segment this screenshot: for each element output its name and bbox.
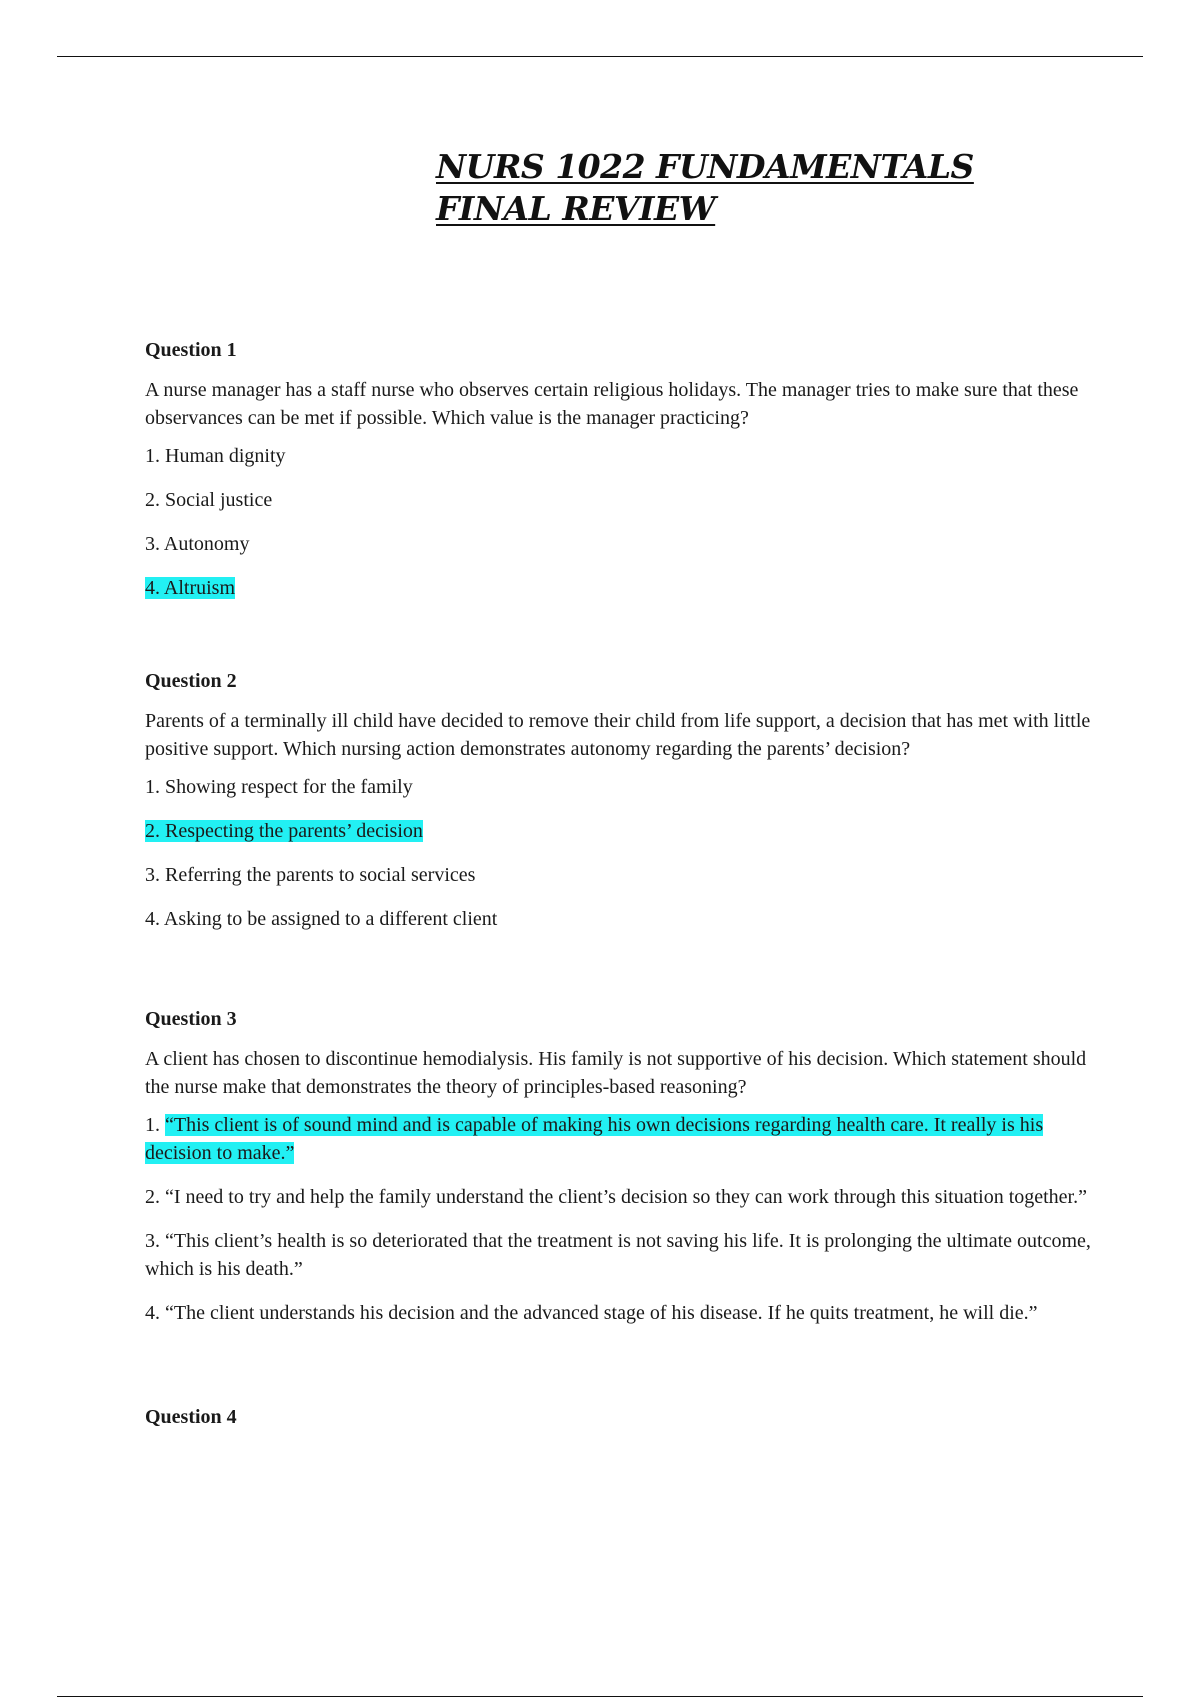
- answer-option-correct: [145, 1111, 1105, 1167]
- question-2: [145, 667, 1105, 933]
- question-1: [145, 336, 1105, 602]
- option-number: 3.: [145, 533, 160, 555]
- answer-option: [145, 486, 1105, 514]
- question-heading: Question 4: [145, 1406, 237, 1428]
- answer-option: [145, 1183, 1105, 1211]
- bottom-rule: [57, 1696, 1143, 1697]
- option-number: 1.: [145, 1114, 160, 1136]
- option-number: 4.: [145, 577, 160, 599]
- answer-option: [145, 1299, 1105, 1327]
- option-text: “The client understands his decision and the advanced stage of his disease. If he quits treatment, he will die.”: [165, 1302, 1038, 1324]
- correct-answer-highlight: [145, 577, 235, 599]
- question-heading: Question 2: [145, 670, 237, 692]
- answer-option: [145, 530, 1105, 558]
- option-text: “I need to try and help the family understand the client’s decision so they can work through this situation together.”: [165, 1186, 1087, 1208]
- answer-option: [145, 442, 1105, 470]
- question-stem: Parents of a terminally ill child have decided to remove their child from life support, a decision that has met with little positive support. Which nursing action demonstrates autonomy regarding the parents’ decision?: [145, 710, 1091, 760]
- top-rule: [57, 56, 1143, 57]
- option-number: 1.: [145, 776, 160, 798]
- option-number: 3.: [145, 1230, 160, 1252]
- option-number: 2.: [145, 820, 160, 842]
- answer-option-correct: [145, 574, 1105, 602]
- option-text: Asking to be assigned to a different client: [163, 908, 498, 930]
- correct-answer-highlight: “This client is of sound mind and is capable of making his own decisions regarding health care. It really is his decision to make.”: [145, 1114, 1044, 1164]
- answer-option: [145, 905, 1105, 933]
- option-number: 4.: [145, 908, 160, 930]
- answer-option: [145, 773, 1105, 801]
- option-number: 2.: [145, 1186, 160, 1208]
- question-4: [145, 1403, 1105, 1431]
- question-heading: Question 1: [145, 339, 237, 361]
- option-text: Autonomy: [163, 533, 250, 555]
- option-text: Showing respect for the family: [165, 776, 413, 798]
- option-text: Human dignity: [165, 445, 286, 467]
- answer-option-correct: [145, 817, 1105, 845]
- option-text: Respecting the parents’ decision: [165, 820, 423, 842]
- option-text: “This client’s health is so deteriorated that the treatment is not saving his life. It is prolonging the ultimate outcome, which is his death.”: [145, 1230, 1091, 1280]
- question-stem: A nurse manager has a staff nurse who observes certain religious holidays. The manager tries to make sure that these observances can be met if possible. Which value is the manager practicing?: [145, 379, 1079, 429]
- option-text: Altruism: [163, 577, 236, 599]
- option-number: 1.: [145, 445, 160, 467]
- option-number: 2.: [145, 489, 160, 511]
- question-stem: A client has chosen to discontinue hemodialysis. His family is not supportive of his decision. Which statement should the nurse make that demonstrates the theory of principles-based reasoning?: [145, 1048, 1087, 1098]
- answer-option: [145, 861, 1105, 889]
- option-text: Social justice: [165, 489, 273, 511]
- answer-option: [145, 1227, 1105, 1283]
- document-title: NURS 1022 FUNDAMENTALS FINAL REVIEW: [436, 147, 974, 228]
- document-body: [145, 336, 1105, 1443]
- question-heading: Question 3: [145, 1008, 237, 1030]
- correct-answer-highlight: [145, 820, 423, 842]
- option-text: Referring the parents to social services: [165, 864, 476, 886]
- option-number: 4.: [145, 1302, 160, 1324]
- option-number: 3.: [145, 864, 160, 886]
- question-3: [145, 1005, 1105, 1327]
